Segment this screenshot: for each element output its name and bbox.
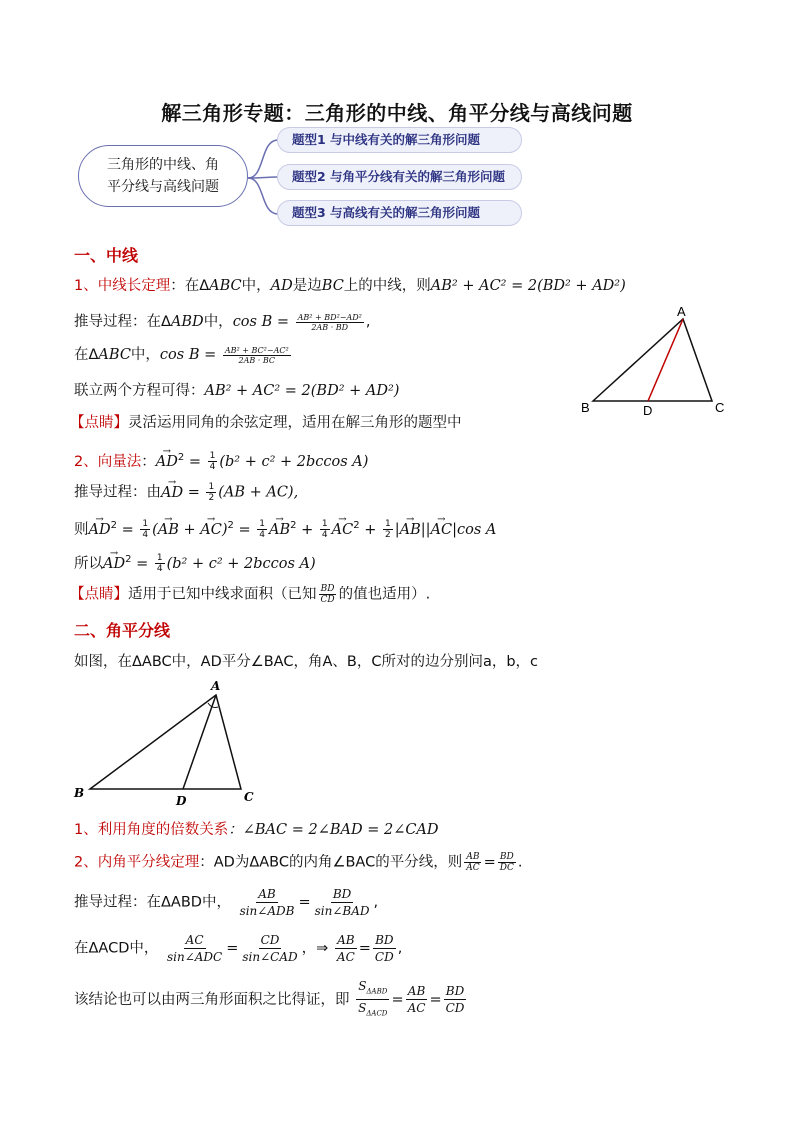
cosB-fraction-1: $\frac{\text{AB² + BD²−AD²}}{2AB \cdot BD}$ bbox=[297, 312, 362, 332]
vector-so-line: 所以→ $AD^2$ = $\frac{1}{4}$ (b² + c² + 2bccos A) bbox=[74, 550, 316, 574]
sine-rule-acd-line: 在ΔACD中， $\frac{AC}{\text{sin∠ADC}}$ = $\frac{CD}{\text{sin∠CAD}}$ ，⇒ $\frac{AB}{AC}$ = $\frac{BD}{CD}$ , bbox=[74, 933, 403, 964]
fig2-label-B: B bbox=[74, 786, 85, 800]
derive-cosB-abc: 在ΔABC中，cos B = $\frac{\text{AB² + BC²−AC²}}{2AB \cdot BC}$ bbox=[74, 345, 289, 365]
vector-method-line: 2、向量法：→ $AD^2$ = $\frac{1}{4}$ (b² + c² + 2bccos A) bbox=[74, 448, 368, 472]
area-ratio-line: 该结论也可以由两三角形面积之比得证，即 $\frac{S_{\Delta ABD}}{S_{\Delta ACD}}$ = $\frac{AB}{AC}$ = $\frac{BD}{CD}$ bbox=[74, 979, 465, 1018]
fig1-label-B: B bbox=[581, 400, 590, 415]
derive-cosB-abd: 推导过程：在ΔABD中，cos B = $\frac{\text{AB² + BD²−AD²}}{2AB \cdot BD}$ , bbox=[74, 312, 371, 332]
vector-derive-line: 推导过程：由→ AD = $\frac{1}{2}$ (AB + AC), bbox=[74, 482, 298, 503]
median-line bbox=[648, 319, 683, 401]
bisector-line bbox=[183, 695, 216, 789]
fig1-label-A: A bbox=[677, 305, 686, 319]
page-title: 解三角形专题：三角形的中线、角平分线与高线问题 bbox=[161, 101, 633, 125]
item-number: 1、 bbox=[74, 278, 98, 294]
fig2-label-D: D bbox=[176, 794, 187, 807]
fig2-label-A: A bbox=[211, 679, 221, 693]
section1-heading: 一、中线 bbox=[74, 246, 139, 265]
fig1-label-D: D bbox=[643, 403, 653, 418]
mindmap-item-type3: 题型3 与高线有关的解三角形问题 bbox=[277, 200, 522, 226]
mindmap-root-line1: 三角形的中线、角 bbox=[107, 157, 219, 173]
section2-intro: 如图，在ΔABC中，AD平分∠BAC，角A、B，C所对的边分别问a，b，c bbox=[74, 654, 539, 670]
triangle-bisector-figure bbox=[70, 677, 270, 807]
tip1: 【点睛】灵活运用同角的余弦定理，适用在解三角形的题型中 bbox=[70, 415, 462, 431]
median-theorem-name: 中线长定理 bbox=[97, 278, 171, 294]
median-theorem-line: 1、中线长定理：在ΔABC中，AD是边BC上的中线，则AB² + AC² = 2(BD² + AD²) bbox=[74, 278, 626, 294]
triangle-median-figure bbox=[575, 305, 735, 420]
bisector-theorem-line: 2、内角平分线定理：AD为ΔABC的内角∠BAC的平分线，则 $\frac{AB}{AC}$ = $\frac{BD}{DC}$ . bbox=[74, 852, 523, 873]
vector-then-line: 则→ $AD^2$ = $\frac{1}{4}$ (→ AB + → AC)$^2$ = $\frac{1}{4}$ → $AB^2$ + $\frac{1}{4}$ → $AC^2$ + $\frac{1}{2}$ |→ AB||→ AC|cos A bbox=[74, 516, 496, 540]
tip-tag: 【点睛】 bbox=[70, 415, 128, 431]
median-theorem-formula: AB² + AC² = 2(BD² + AD²) bbox=[430, 278, 626, 294]
angle-double-name: 利用角度的倍数关系 bbox=[97, 822, 229, 838]
cosB-fraction-2: $\frac{\text{AB² + BC²−AC²}}{2AB \cdot BC}$ bbox=[224, 345, 289, 365]
sine-rule-abd-line: 推导过程：在ΔABD中， $\frac{AB}{\text{sin∠ADB}}$ = $\frac{BD}{\text{sin∠BAD}}$ , bbox=[74, 887, 379, 918]
section2-heading: 二、角平分线 bbox=[74, 621, 171, 640]
vector-method-name: 向量法 bbox=[97, 453, 142, 470]
fig1-label-C: C bbox=[715, 400, 725, 415]
mindmap-root-line2: 平分线与高线问题 bbox=[107, 179, 219, 195]
angle-double-line: 1、利用角度的倍数关系：∠BAC = 2∠BAD = 2∠CAD bbox=[74, 822, 439, 838]
combine-line: 联立两个方程可得：AB² + AC² = 2(BD² + AD²) bbox=[74, 383, 400, 399]
tip2: 【点睛】适用于已知中线求面积（已知 $\frac{BD}{CD}$ 的值也适用）. bbox=[70, 584, 431, 605]
bisector-theorem-name: 内角平分线定理 bbox=[97, 854, 200, 871]
fig2-label-C: C bbox=[244, 790, 254, 804]
mindmap-root bbox=[78, 145, 248, 207]
mindmap-item-type2: 题型2 与角平分线有关的解三角形问题 bbox=[277, 164, 522, 190]
mindmap-item-type1: 题型1 与中线有关的解三角形问题 bbox=[277, 127, 522, 153]
